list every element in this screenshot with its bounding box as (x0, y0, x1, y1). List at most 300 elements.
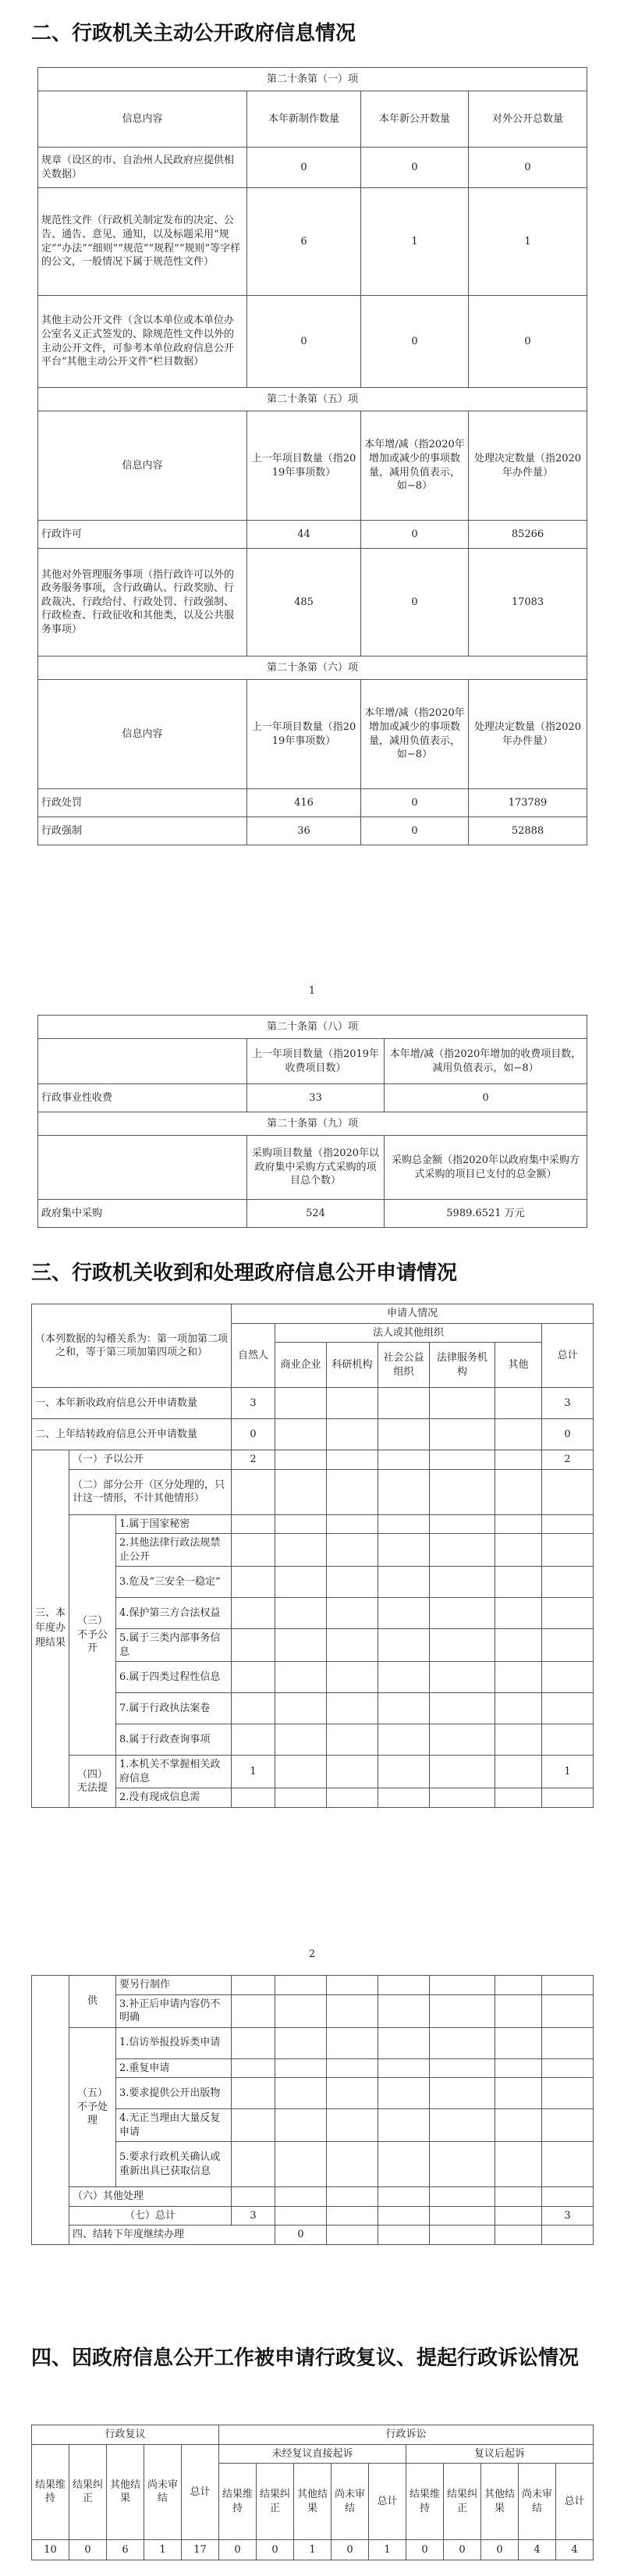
value-cell (430, 1724, 495, 1756)
column-header: 商业企业 (275, 1343, 327, 1388)
value-cell: 0 (469, 148, 587, 188)
value-cell (232, 1629, 275, 1662)
header-cell: 对外公开总数量 (469, 91, 587, 148)
value-cell (275, 1724, 327, 1756)
table-row (38, 1084, 587, 1112)
table-row (38, 789, 587, 817)
value-cell: 524 (247, 1200, 385, 1228)
row-label: 其他主动公开文件（含以本单位或本单位办公室名义正式签发的、除规范性文件以外的主动公开文件，可参考本单位政府信息公开平台“其他主动公开文件”栏目数据） (38, 296, 247, 388)
value-cell (542, 2142, 594, 2187)
value-cell (378, 2206, 430, 2226)
column-header: 尚未审结 (144, 2444, 182, 2540)
value-cell (327, 1388, 378, 1419)
table-row (32, 2187, 594, 2207)
value-cell: 0 (361, 148, 469, 188)
value-cell (495, 2226, 542, 2245)
value-cell: 0 (481, 2540, 519, 2560)
table-row (32, 2206, 594, 2226)
column-header: 结果纠正 (257, 2464, 294, 2540)
value-cell (542, 1788, 594, 1808)
value-cell (495, 1693, 542, 1724)
row-label: 行政许可 (38, 521, 247, 549)
value-cell (232, 1976, 275, 1995)
value-cell (275, 2142, 327, 2187)
value-cell (378, 1724, 430, 1756)
header-cell: 采购项目数量（指2020年以政府集中采购方式采购的项目总个数） (247, 1136, 385, 1200)
value-cell: 3 (542, 1388, 594, 1419)
art20-5-title: 第二十条第（五）项 (38, 388, 587, 411)
value-cell (495, 1598, 542, 1629)
table-row (32, 2027, 594, 2058)
column-header: 总计 (556, 2464, 594, 2540)
value-cell (378, 2027, 430, 2058)
value-cell: 2 (542, 1450, 594, 1470)
row-label: 二、上年结转政府信息公开申请数量 (32, 1419, 232, 1450)
column-header: 总计 (369, 2464, 406, 2540)
row-label: 2.其他法律行政法规禁止公开 (116, 1534, 232, 1567)
value-cell: 3 (232, 1388, 275, 1419)
value-cell: 0 (361, 296, 469, 388)
value-cell (430, 2078, 495, 2109)
table-row (38, 188, 587, 296)
table-row (32, 1450, 594, 1470)
value-cell (378, 1567, 430, 1598)
header-cell: 本年增/减（指2020年增加或减少的事项数量，减用负值表示，如−8） (361, 680, 469, 789)
value-cell (378, 1388, 430, 1419)
value-cell (430, 1450, 495, 1470)
value-cell (232, 2027, 275, 2058)
header-cell: 上一年项目数量（指2019年事项数） (247, 411, 361, 521)
value-cell (327, 1788, 378, 1808)
value-cell (232, 1567, 275, 1598)
value-cell (495, 1788, 542, 1808)
value-cell: 0 (385, 1084, 587, 1112)
value-cell (542, 1994, 594, 2027)
value-cell (378, 2226, 430, 2245)
row-label: 行政强制 (38, 817, 247, 845)
table-row (32, 1388, 594, 1419)
row-label: 政府集中采购 (38, 1200, 247, 1228)
value-cell (430, 2226, 495, 2245)
value-cell (232, 1724, 275, 1756)
value-cell (327, 2206, 378, 2226)
column-header: 其他结果 (107, 2444, 144, 2540)
value-cell: 0 (361, 549, 469, 656)
value-cell (495, 1567, 542, 1598)
row-label: 5.属于三类内部事务信息 (116, 1629, 232, 1662)
value-cell (327, 2142, 378, 2187)
value-cell (430, 1976, 495, 1995)
value-cell (327, 1419, 378, 1450)
value-cell: 1 (542, 1756, 594, 1788)
row-label: 3.要求提供公开出版物 (116, 2078, 232, 2109)
table-row (32, 1629, 594, 1662)
art20-1-title: 第二十条第（一）项 (38, 68, 587, 91)
header-cell: 采购总金额（指2020年以政府集中采购方式采购的项目已支付的总金额） (385, 1136, 587, 1200)
natural-person-header: 自然人 (232, 1323, 275, 1388)
value-cell (542, 2058, 594, 2078)
row-label: 3.危及“三安全一稳定” (116, 1567, 232, 1598)
row-label: 7.属于行政执法案卷 (116, 1693, 232, 1724)
row-label: 6.属于四类过程性信息 (116, 1662, 232, 1693)
value-cell (378, 2142, 430, 2187)
value-cell (232, 1514, 275, 1534)
value-cell (542, 1976, 594, 1995)
value-cell (430, 2142, 495, 2187)
header-cell: 上一年项目数量（指2019年收费项目数） (247, 1039, 385, 1084)
value-cell: 4 (519, 2540, 556, 2560)
row-label: 四、结转下年度继续办理 (69, 2226, 275, 2245)
table-row (38, 521, 587, 549)
value-cell (327, 2058, 378, 2078)
value-cell: 416 (247, 789, 361, 817)
row-label: 规章（设区的市、自治州人民政府应提供相关数据） (38, 148, 247, 188)
value-cell (430, 1629, 495, 1662)
value-cell: 0 (219, 2540, 257, 2560)
row-label: 行政处罚 (38, 789, 247, 817)
value-cell (430, 1419, 495, 1450)
value-cell (232, 2142, 275, 2187)
value-cell (232, 2109, 275, 2142)
result-group-label: 三、本年度办理结果 (32, 1450, 69, 1808)
value-cell (495, 1976, 542, 1995)
value-cell (275, 2187, 327, 2207)
value-cell (378, 1598, 430, 1629)
value-cell (327, 1994, 378, 2027)
value-cell: 44 (247, 521, 361, 549)
value-cell (275, 1662, 327, 1693)
column-header: 结果纠正 (69, 2444, 107, 2540)
value-cell (495, 1419, 542, 1450)
value-cell (275, 1756, 327, 1788)
requests-table-continued (31, 1975, 594, 2245)
row-label: 1.信访举报投诉类申请 (116, 2027, 232, 2058)
value-cell (378, 1756, 430, 1788)
value-cell (378, 1662, 430, 1693)
art20-8-title: 第二十条第（八）项 (38, 1016, 587, 1039)
value-cell (542, 1724, 594, 1756)
value-cell (232, 1693, 275, 1724)
value-cell: 10 (32, 2540, 69, 2560)
value-cell: 0 (444, 2540, 481, 2560)
value-cell (275, 1469, 327, 1514)
value-cell (327, 1724, 378, 1756)
value-cell: 0 (469, 296, 587, 388)
value-cell: 6 (107, 2540, 144, 2560)
row-label: 要另行制作 (116, 1976, 232, 1995)
value-cell (495, 2027, 542, 2058)
value-cell (542, 1598, 594, 1629)
applicant-header: 申请人情况 (232, 1304, 594, 1324)
row-label: 2.重复申请 (116, 2058, 232, 2078)
noopen-group-label: （三）不予公开 (69, 1514, 116, 1756)
value-cell (275, 1567, 327, 1598)
header-cell: 本年增/减（指2020年增加或减少的事项数量，减用负值表示，如−8） (361, 411, 469, 521)
value-cell: 1 (369, 2540, 406, 2560)
value-cell (327, 2226, 378, 2245)
value-cell (495, 2058, 542, 2078)
value-cell (232, 2078, 275, 2109)
column-header: 社会公益组织 (378, 1343, 430, 1388)
table-row (32, 1514, 594, 1534)
value-cell (495, 1724, 542, 1756)
art20-6-title: 第二十条第（六）项 (38, 656, 587, 680)
value-cell (430, 1994, 495, 2027)
value-cell (232, 1994, 275, 2027)
table-row (32, 1567, 594, 1598)
direct-suit-header: 未经复议直接起诉 (219, 2444, 406, 2464)
value-cell (275, 2058, 327, 2078)
value-cell (430, 2187, 495, 2207)
value-cell (378, 1976, 430, 1995)
value-cell (378, 2078, 430, 2109)
value-cell (542, 1514, 594, 1534)
note-cell: （本列数据的勾稽关系为：第一项加第二项之和，等于第三项加第四项之和） (32, 1304, 232, 1388)
value-cell (327, 1756, 378, 1788)
value-cell (430, 1693, 495, 1724)
value-cell (495, 2206, 542, 2226)
table-row (32, 1693, 594, 1724)
value-cell (430, 1469, 495, 1514)
value-cell (275, 2206, 327, 2226)
value-cell (232, 2058, 275, 2078)
value-cell (327, 1534, 378, 1567)
value-cell (327, 1662, 378, 1693)
value-cell (275, 2109, 327, 2142)
cannot-group-label: （四）无法提 (69, 1756, 116, 1808)
value-cell (378, 1629, 430, 1662)
value-cell: 0 (542, 1419, 594, 1450)
value-cell (495, 1756, 542, 1788)
table-row (38, 148, 587, 188)
value-cell (542, 1629, 594, 1662)
value-cell (495, 1629, 542, 1662)
row-label: 1.本机关不掌握相关政府信息 (116, 1756, 232, 1788)
table-row (32, 2058, 594, 2078)
legal-group-header: 法人或其他组织 (275, 1323, 542, 1343)
section4-heading: 四、因政府信息公开工作被申请行政复议、提起行政诉讼情况 (31, 2347, 580, 2370)
value-cell (542, 1662, 594, 1693)
value-cell: 17083 (469, 549, 587, 656)
value-cell (275, 1534, 327, 1567)
value-cell (275, 2078, 327, 2109)
value-cell (378, 1693, 430, 1724)
value-cell (495, 2109, 542, 2142)
table-row (32, 2142, 594, 2187)
table-row (38, 549, 587, 656)
value-cell (430, 2206, 495, 2226)
value-cell: 5989.6521 万元 (385, 1200, 587, 1228)
header-cell: 信息内容 (38, 91, 247, 148)
column-header: 总计 (182, 2444, 219, 2540)
row-label: 4.无正当理由大量反复申请 (116, 2109, 232, 2142)
row-label: 3.补正后申请内容仍不明确 (116, 1994, 232, 2027)
column-header: 结果维持 (219, 2464, 257, 2540)
column-header: 尚未审结 (332, 2464, 369, 2540)
value-cell: 0 (361, 817, 469, 845)
row-label: 4.保护第三方合法权益 (116, 1598, 232, 1629)
column-header: 法律服务机构 (430, 1343, 495, 1388)
value-cell (542, 2027, 594, 2058)
cannot-group-label: 供 (69, 1976, 116, 2028)
row-label: 8.属于行政查询事项 (116, 1724, 232, 1756)
column-header: 尚未审结 (519, 2464, 556, 2540)
value-cell (542, 1567, 594, 1598)
table-row (32, 1976, 594, 1995)
value-cell (378, 1534, 430, 1567)
value-cell (378, 1514, 430, 1534)
row-label: 规范性文件（行政机关制定发布的决定、公告、通告、意见、通知，以及标题采用“规定”“办法”“细则”“规范”“规程”“规则”等字样的公文，一般情况下属于规范性文件） (38, 188, 247, 296)
value-cell (327, 2187, 378, 2207)
row-label: 5.要求行政机关确认或重新出具已获取信息 (116, 2142, 232, 2187)
table-row (32, 1662, 594, 1693)
value-cell (378, 1450, 430, 1470)
page-number: 1 (308, 985, 316, 997)
value-cell: 0 (69, 2540, 107, 2560)
table-row (32, 1994, 594, 2027)
value-cell (327, 1693, 378, 1724)
column-header: 其他结果 (481, 2464, 519, 2540)
header-cell: 处理决定数量（指2020年办件量） (469, 680, 587, 789)
value-cell (495, 1994, 542, 2027)
value-cell: 6 (247, 188, 361, 296)
result-group-continued (32, 1976, 69, 2245)
value-cell: 0 (406, 2540, 444, 2560)
header-cell: 本年新制作数量 (247, 91, 361, 148)
value-cell (327, 2078, 378, 2109)
row-label: 其他对外管理服务事项（指行政许可以外的政务服务事项，含行政确认、行政奖励、行政裁决、行政给付、行政处罚、行政强制、行政检查、行政征收和其他类，以及公共服务事项） (38, 549, 247, 656)
value-cell (275, 1514, 327, 1534)
value-cell (542, 1469, 594, 1514)
header-cell: 本年增/减（指2020年增加的收费项目数，减用负值表示，如−8） (385, 1039, 587, 1084)
value-cell (495, 2142, 542, 2187)
value-cell: 1 (469, 188, 587, 296)
review-litigation-table (31, 2425, 594, 2560)
value-cell (275, 1788, 327, 1808)
value-cell: 1 (232, 1756, 275, 1788)
value-cell (495, 1469, 542, 1514)
value-cell (327, 1598, 378, 1629)
value-cell (378, 1469, 430, 1514)
value-cell: 4 (556, 2540, 594, 2560)
value-cell (430, 1534, 495, 1567)
value-cell: 0 (275, 2226, 327, 2245)
value-cell (275, 2027, 327, 2058)
art20-9-title: 第二十条第（九）项 (38, 1112, 587, 1136)
value-cell (327, 1976, 378, 1995)
value-cell: 0 (361, 789, 469, 817)
row-label: 行政事业性收费 (38, 1084, 247, 1112)
value-cell (327, 2109, 378, 2142)
value-cell (275, 1994, 327, 2027)
column-header: 其他 (495, 1343, 542, 1388)
table-row (32, 1724, 594, 1756)
value-cell (275, 1629, 327, 1662)
value-cell (495, 1514, 542, 1534)
row-label: 一、本年新收政府信息公开申请数量 (32, 1388, 232, 1419)
table-row (32, 1469, 594, 1514)
value-cell (542, 2226, 594, 2245)
value-cell (495, 1534, 542, 1567)
after-review-header: 复议后起诉 (406, 2444, 594, 2464)
section2-heading: 二、行政机关主动公开政府信息情况 (31, 22, 356, 45)
row-label: （七）总计 (69, 2206, 232, 2226)
value-cell (430, 1788, 495, 1808)
value-cell (430, 2027, 495, 2058)
value-cell (430, 1662, 495, 1693)
value-cell (378, 1994, 430, 2027)
table-row (32, 1788, 594, 1808)
value-cell: 173789 (469, 789, 587, 817)
value-cell (327, 1469, 378, 1514)
row-label: 1.属于国家秘密 (116, 1514, 232, 1534)
value-cell: 0 (257, 2540, 294, 2560)
value-cell: 0 (361, 521, 469, 549)
table-row (38, 1200, 587, 1228)
value-cell (327, 1450, 378, 1470)
column-header: 科研机构 (327, 1343, 378, 1388)
value-cell (232, 1469, 275, 1514)
value-cell (495, 2187, 542, 2207)
requests-table (31, 1304, 594, 1808)
value-cell (275, 1419, 327, 1450)
value-cell (232, 1662, 275, 1693)
value-cell (495, 2078, 542, 2109)
value-cell (232, 2187, 275, 2207)
value-cell (327, 1629, 378, 1662)
value-cell (327, 1567, 378, 1598)
column-header: 结果维持 (406, 2464, 444, 2540)
value-cell (232, 1534, 275, 1567)
table-row (32, 1598, 594, 1629)
review-header: 行政复议 (32, 2425, 219, 2445)
fees-procurement-table (37, 1015, 587, 1228)
value-cell (378, 1788, 430, 1808)
value-cell (275, 1450, 327, 1470)
value-cell (430, 2058, 495, 2078)
value-cell: 17 (182, 2540, 219, 2560)
value-cell (430, 1388, 495, 1419)
value-cell: 0 (247, 148, 361, 188)
row-label: 2.没有现成信息需 (116, 1788, 232, 1808)
value-cell: 52888 (469, 817, 587, 845)
value-cell (542, 2078, 594, 2109)
value-cell (495, 1450, 542, 1470)
table-row (32, 1419, 594, 1450)
value-cell (232, 1598, 275, 1629)
value-cell (430, 1598, 495, 1629)
row-label: （六）其他处理 (69, 2187, 232, 2207)
table-row (32, 1534, 594, 1567)
value-cell (542, 2187, 594, 2207)
column-header: 结果维持 (32, 2444, 69, 2540)
value-cell (542, 2109, 594, 2142)
value-cell (542, 1534, 594, 1567)
value-cell: 1 (144, 2540, 182, 2560)
table-row (38, 296, 587, 388)
row-label: （一）予以公开 (69, 1450, 232, 1470)
table-row (32, 2540, 594, 2560)
value-cell: 3 (542, 2206, 594, 2226)
value-cell (275, 1388, 327, 1419)
value-cell: 3 (232, 2206, 275, 2226)
value-cell (430, 2109, 495, 2142)
header-cell: 上一年项目数量（指2019年事项数） (247, 680, 361, 789)
noprocess-group-label: （五）不予处理 (69, 2027, 116, 2187)
value-cell (542, 1693, 594, 1724)
value-cell: 485 (247, 549, 361, 656)
value-cell (378, 2187, 430, 2207)
